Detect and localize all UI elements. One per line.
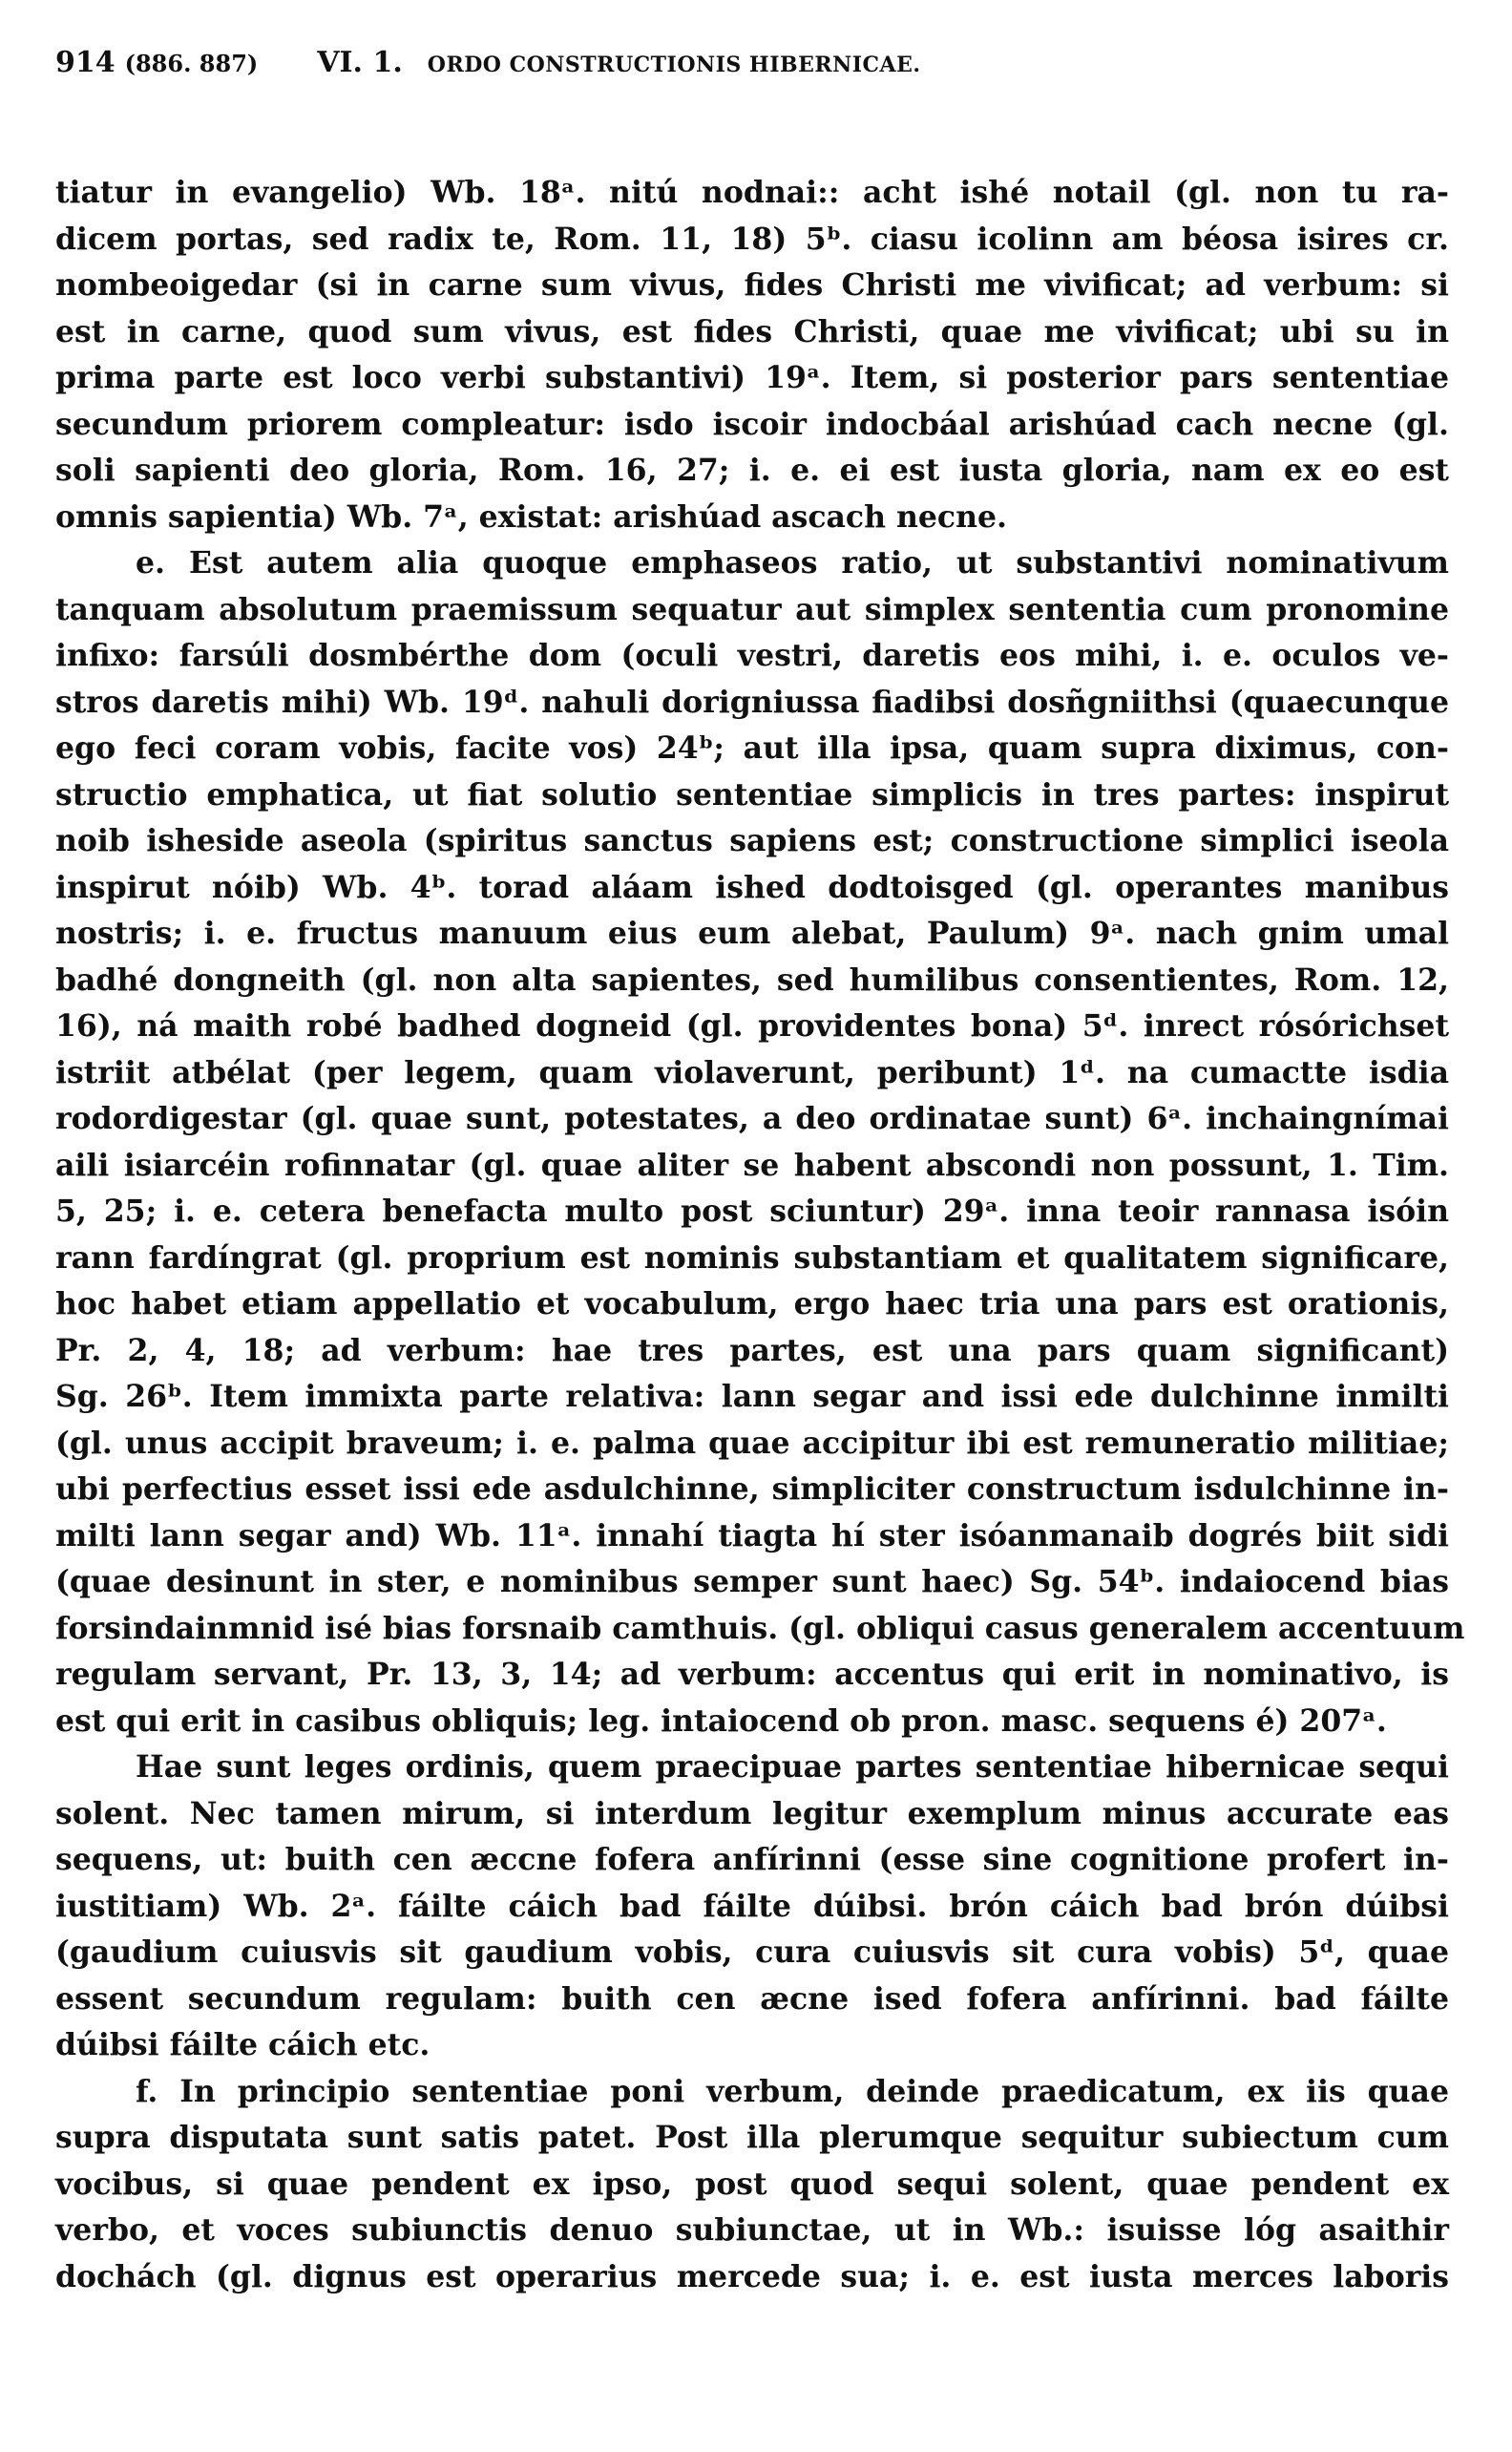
text-line: structio emphatica, ut fiat solutio sententiae simplicis in tres partes: inspirut (55, 776, 1449, 813)
text-line: Hae sunt leges ordinis, quem praecipuae partes sententiae hibernicae sequi (136, 1749, 1449, 1785)
text-line: sequens, ut: buith cen æccne fofera anfírinni (esse sine cognitione profert in- (55, 1842, 1449, 1877)
text-line: hoc habet etiam appellatio et vocabulum, ergo haec tria una pars est orationis, (55, 1286, 1449, 1321)
text-line: 16), ná maith robé badhed dogneid (gl. providentes bona) 5ᵈ. inrect rósórichset (55, 1008, 1449, 1044)
text-line: ubi perfectius esset issi ede asdulchinne, simpliciter constructum isdulchinne in- (55, 1471, 1449, 1507)
text-line: istriit atbélat (per legem, quam violaverunt, peribunt) 1ᵈ. na cumactte isdia (55, 1054, 1449, 1090)
text-line: omnis sapientia) Wb. 7ᵃ, existat: arishúad ascach necne. (55, 498, 1008, 535)
text-line: Sg. 26ᵇ. Item immixta parte relativa: lann segar and issi ede dulchinne inmilti (55, 1379, 1449, 1414)
text-line: badhé dongneith (gl. non alta sapientes, sed humilibus consentientes, Rom. 12, (55, 962, 1449, 998)
text-line: dúibsi fáilte cáich etc. (55, 2027, 430, 2062)
text-line: milti lann segar and) Wb. 11ᵃ. innahí tiagta hí ster isóanmanaib dogrés biit sidi (55, 1517, 1449, 1554)
text-line: soli sapienti deo gloria, Rom. 16, 27; i. e. ei est iusta gloria, nam ex eo est (55, 453, 1449, 488)
text-line: aili isiarcéin rofinnatar (gl. quae aliter se habent abscondi non possunt, 1. Tim. (55, 1147, 1449, 1183)
page-number: 914 (55, 46, 116, 79)
text-line: rann fardíngrat (gl. proprium est nominis substantiam et qualitatem significare, (55, 1239, 1449, 1276)
text-line: nombeoigedar (si in carne sum vivus, fides Christi me vivificat; ad verbum: si (55, 267, 1449, 303)
text-line: dicem portas, sed radix te, Rom. 11, 18) 5ᵇ. ciasu icolinn am béosa isires cr. (55, 221, 1449, 257)
section-number: VI. 1. (317, 46, 403, 79)
text-line: iustitiam) Wb. 2ᵃ. fáilte cáich bad fáilte dúibsi. brón cáich bad brón dúibsi (55, 1888, 1449, 1924)
text-line: solent. Nec tamen mirum, si interdum legitur exemplum minus accurate eas (55, 1795, 1449, 1831)
text-line: (quae desinunt in ster, e nominibus semper sunt haec) Sg. 54ᵇ. indaiocend bias (55, 1564, 1449, 1599)
text-line: prima parte est loco verbi substantivi) 19ᵃ. Item, si posterior pars sententiae (55, 360, 1449, 395)
text-line: (gl. unus accipit braveum; i. e. palma quae accipitur ibi est remuneratio militiae; (55, 1425, 1449, 1461)
text-line: tiatur in evangelio) Wb. 18ᵃ. nitú nodnai:: acht ishé notail (gl. non tu ra- (55, 175, 1449, 210)
running-header (55, 46, 1449, 103)
text-line: infixo: farsúli dosmbérthe dom (oculi vestri, daretis eos mihi, i. e. oculos ve- (55, 638, 1449, 673)
text-line: essent secundum regulam: buith cen æcne ised fofera anfírinni. bad fáilte (55, 1980, 1449, 2017)
text-line: supra disputata sunt satis patet. Post illa plerumque sequitur subiectum cum (55, 2120, 1449, 2155)
text-line: e. Est autem alia quoque emphaseos ratio, ut substantivi nominativum (136, 545, 1449, 581)
text-line: inspirut nóib) Wb. 4ᵇ. torad aláam ished dodtoisged (gl. operantes manibus (55, 869, 1449, 905)
text-line: f. In principio sententiae poni verbum, deinde praedicatum, ex iis quae (136, 2073, 1449, 2109)
body-text (55, 170, 1465, 2300)
text-line: tanquam absolutum praemissum sequatur aut simplex sententia cum pronomine (55, 591, 1449, 627)
text-line: forsindainmnid isé bias forsnaib camthuis. (gl. obliqui casus generalem accentuum (55, 1610, 1465, 1646)
text-line: est in carne, quod sum vivus, est fides Christi, quae me vivificat; ubi su in (55, 313, 1449, 349)
text-line: est qui erit in casibus obliquis; leg. intaiocend ob pron. masc. sequens é) 207ᵃ. (55, 1702, 1387, 1739)
text-line: ego feci coram vobis, facite vos) 24ᵇ; aut illa ipsa, quam supra diximus, con- (55, 730, 1449, 766)
text-line: rodordigestar (gl. quae sunt, potestates, a deo ordinatae sunt) 6ᵃ. inchaingnímai (55, 1101, 1449, 1136)
text-line: regulam servant, Pr. 13, 3, 14; ad verbum: accentus qui erit in nominativo, is (55, 1657, 1449, 1692)
text-line: Pr. 2, 4, 18; ad verbum: hae tres partes, est una pars quam significant) (55, 1332, 1449, 1368)
text-line: stros daretis mihi) Wb. 19ᵈ. nahuli dorigniussa fiadibsi dosñgniithsi (quaecunque (55, 684, 1449, 720)
text-line: dochách (gl. dignus est operarius mercede sua; i. e. est iusta merces laboris (55, 2258, 1449, 2294)
page (55, 46, 1465, 2300)
text-line: vocibus, si quae pendent ex ipso, post quod sequi solent, quae pendent ex (55, 2166, 1449, 2202)
text-line: 5, 25; i. e. cetera benefacta multo post sciuntur) 29ᵃ. inna teoir rannasa isóin (55, 1194, 1449, 1229)
text-line: (gaudium cuiusvis sit gaudium vobis, cura cuiusvis sit cura vobis) 5ᵈ, quae (55, 1934, 1449, 1970)
text-line: noib isheside aseola (spiritus sanctus sapiens est; constructione simplici iseola (55, 823, 1449, 858)
text-line: nostris; i. e. fructus manuum eius eum alebat, Paulum) 9ᵃ. nach gnim umal (55, 916, 1449, 951)
text-line: secundum priorem compleatur: isdo iscoir indocbáal arishúad cach necne (gl. (55, 406, 1449, 442)
running-title: ORDO CONSTRUCTIONIS HIBERNICAE. (427, 53, 921, 77)
header-references: (886. 887) (124, 50, 259, 77)
text-line: verbo, et voces subiunctis denuo subiunctae, ut in Wb.: isuisse lóg asaithir (55, 2212, 1449, 2248)
